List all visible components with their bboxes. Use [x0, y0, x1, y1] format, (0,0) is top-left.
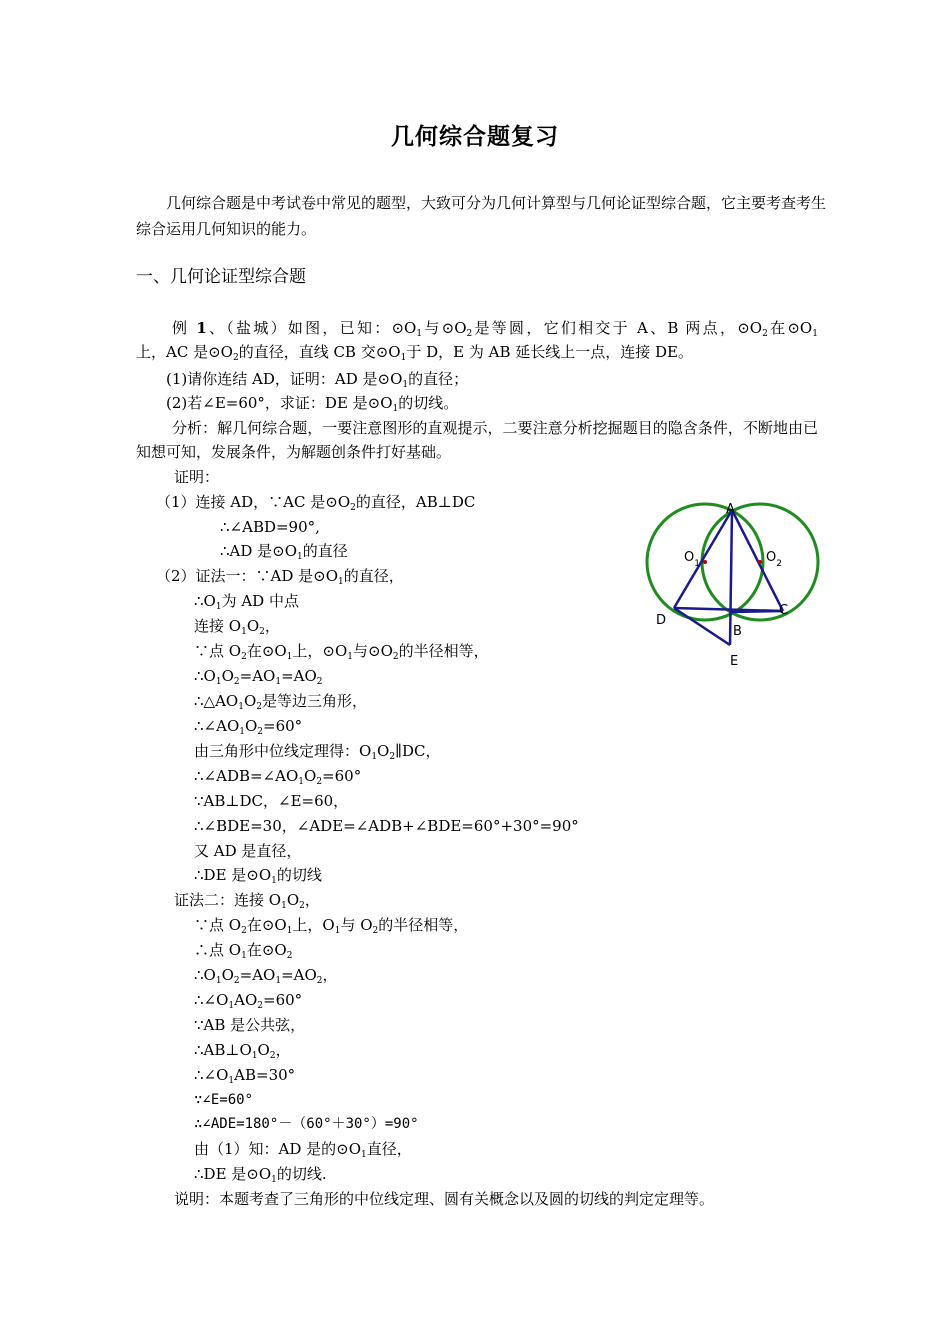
proof-line: 又 AD 是直径， — [194, 842, 302, 860]
label-a: A — [726, 502, 735, 517]
proof-line: $\therefore\angle ADB=\angle AO_1O_2=60^\circ$ — [194, 767, 362, 787]
proof-line: ∴∠ADE=180°－（60°＋30°）=90° — [194, 1116, 419, 1132]
question-2: (2)若∠E=60°，求证：DE 是$⊙O_1$的切线。 — [166, 394, 459, 414]
segment-de — [674, 608, 730, 645]
proof-line: $\therefore AB\perp O_1O_2$， — [194, 1041, 291, 1061]
label-b: B — [733, 624, 742, 639]
point-o2 — [758, 560, 762, 564]
proof-line: 由三角形中位线定理得：$O_1O_2\parallel DC$， — [194, 742, 441, 762]
proof-line: ∵点 $O_2$在$⊙O_1$上，$⊙O_1$与$⊙O_2$的半径相等， — [194, 642, 489, 662]
proof-label: 证明： — [174, 468, 220, 486]
proof-line: $\therefore O_1O_2=AO_1=AO_2$ — [194, 667, 323, 687]
label-e: E — [730, 654, 739, 669]
note-paragraph: 说明：本题考查了三角形的中位线定理、圆有关概念以及圆的切线的判定定理等。 — [174, 1190, 715, 1208]
proof-line: ∴AD 是$⊙O_1$的直径 — [220, 542, 348, 562]
proof-line: $\therefore O_1O_2=AO_1=AO_2$， — [194, 966, 338, 986]
point-o1 — [703, 560, 707, 564]
proof-line: $\therefore\angle O_1AB=30^\circ$ — [194, 1066, 296, 1086]
intro-paragraph: 几何综合题是中考试卷中常见的题型，大致可分为几何计算型与几何论证型综合题，它主要考查考生综合运用几何知识的能力。 — [136, 194, 827, 238]
proof-line: $\therefore\triangle AO_1O_2$是等边三角形， — [194, 692, 368, 712]
example-1-statement: 例 1、（盐城）如图，已知：$⊙O_1$与$⊙O_2$是等圆，它们相交于 A、B 两点，$⊙O_2$在$⊙O_1$上，AC 是$⊙O_2$的直径，直线 CB 交$⊙O_1$于 D，E 为 AB 延长线上一点，连接 DE。 — [136, 319, 818, 363]
proof-line: （2）证法一：∵AD 是$⊙O_1$的直径， — [156, 567, 404, 587]
label-c: C — [779, 603, 789, 618]
proof-line: （1）连接 AD，∵AC 是$⊙O_2$的直径，AB⊥DC — [156, 493, 476, 513]
proof-line: 由（1）知：AD 是的$⊙O_1$直径， — [194, 1140, 412, 1160]
proof-line: 证法二：连接 $O_1O_2$， — [174, 891, 320, 911]
proof-line: ∴∠BDE=30，∠ADE=∠ADB+∠BDE=60°+30°=90° — [194, 817, 579, 835]
proof-line: $\therefore O_1$为 AD 中点 — [194, 592, 299, 612]
segment-ad — [674, 510, 732, 608]
section-heading: 一、几何论证型综合题 — [136, 267, 306, 287]
segment-ae — [730, 510, 732, 645]
label-o1: $O_1$ — [684, 550, 700, 569]
proof-line: ∵AB⊥DC，∠E=60， — [194, 792, 349, 810]
proof-line: ∴DE 是$⊙O_1$的切线. — [194, 1165, 327, 1185]
label-d: D — [656, 613, 667, 628]
proof-line: ∴DE 是$⊙O_1$的切线 — [194, 866, 322, 886]
segment-bc — [730, 611, 783, 612]
analysis-paragraph: 分析：解几何综合题，一要注意图形的直观提示，二要注意分析挖掘题目的隐含条件，不断地由已知想可知，发展条件，为解题创条件打好基础。 — [136, 419, 818, 461]
question-1: (1)请你连结 AD，证明：AD 是$⊙O_1$的直径； — [166, 370, 469, 390]
proof-line: ∵∠E=60° — [194, 1092, 254, 1108]
geometry-figure — [640, 495, 830, 675]
proof-line: ∴点 $O_1$在$⊙O_2$ — [194, 941, 293, 961]
proof-line: ∵AB 是公共弦， — [194, 1016, 306, 1034]
proof-line: $\therefore\angle O_1AO_2=60^\circ$ — [194, 991, 303, 1011]
page-title: 几何综合题复习 — [391, 124, 559, 150]
label-o2: $O_2$ — [766, 550, 782, 569]
proof-line: ∵点 $O_2$在$⊙O_1$上，$O_1$与 $O_2$的半径相等， — [194, 916, 469, 936]
proof-line: 连接 $O_1O_2$， — [194, 617, 280, 637]
proof-line: $\therefore\angle AO_1O_2=60^\circ$ — [194, 717, 303, 737]
proof-line: ∴∠ABD=90°, — [220, 518, 320, 536]
